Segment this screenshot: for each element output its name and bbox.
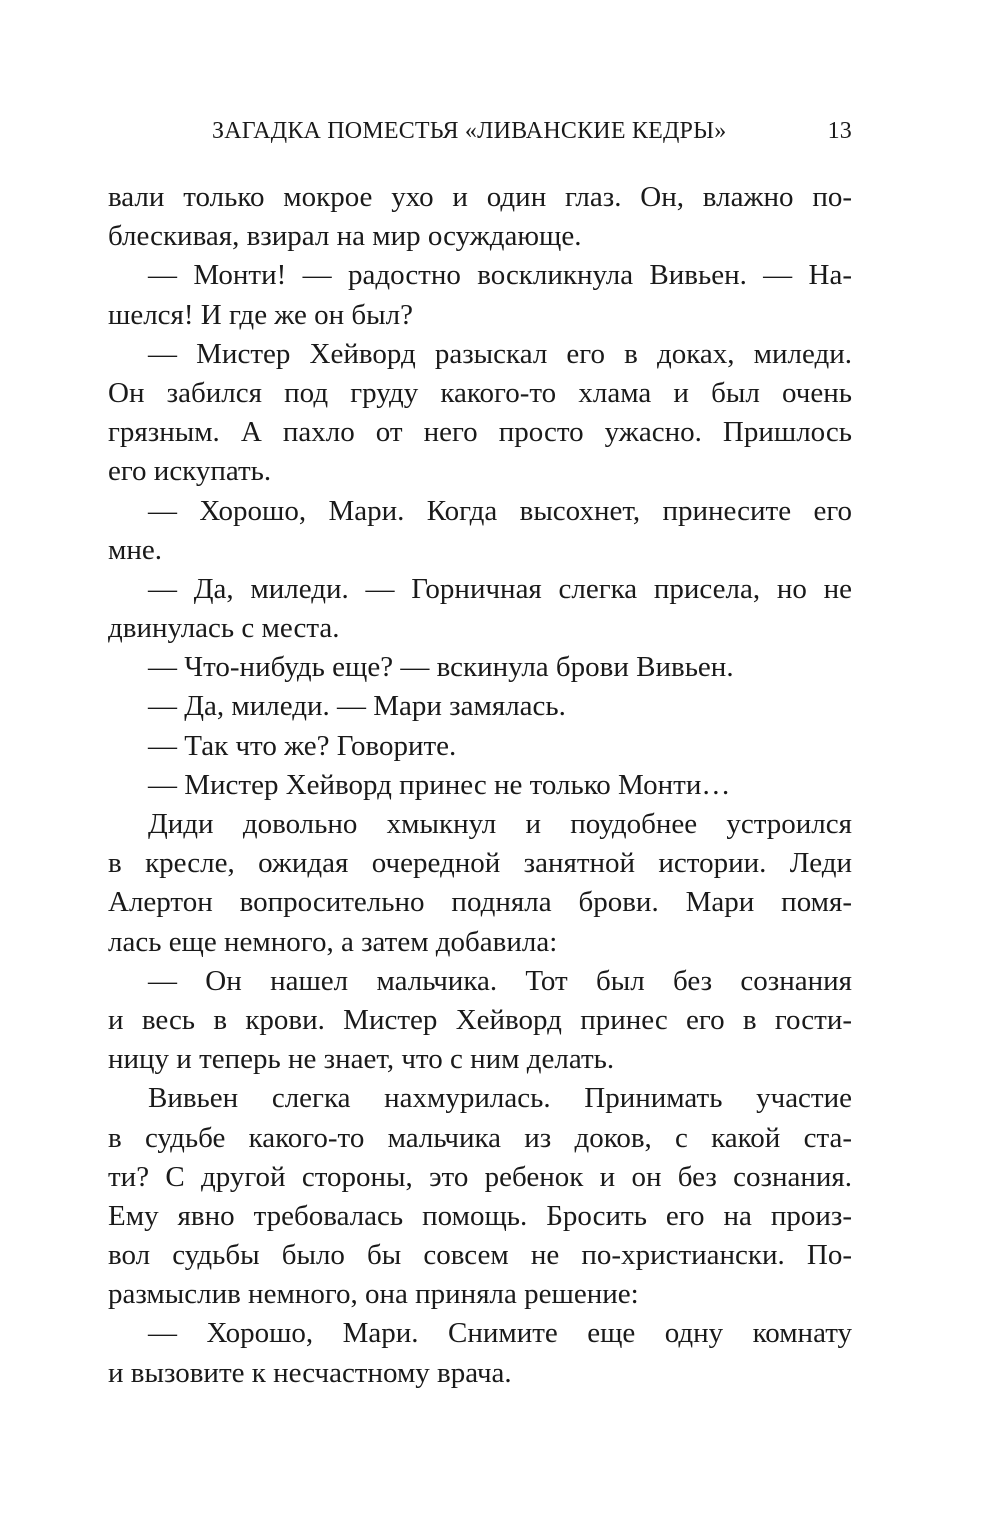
text-line: — Да, миледи. — Горничная слегка присела, но не — [148, 572, 852, 605]
text-line: лась еще немного, а затем добавила: — [108, 925, 558, 958]
text-line: блескивая, взирал на мир осуждающе. — [108, 220, 582, 253]
body-text — [108, 178, 852, 1393]
text-line: шелся! И где же он был? — [108, 298, 413, 331]
text-line: Ему явно требовалась помощь. Бросить его на произ- — [108, 1199, 852, 1232]
text-line: грязным. А пахло от него просто ужасно. Пришлось — [108, 416, 852, 449]
text-line: ницу и теперь не знает, что с ним делать. — [108, 1043, 615, 1076]
text-line: — Что-нибудь еще? — вскинула брови Вивьен. — [148, 651, 734, 684]
text-line: и весь в крови. Мистер Хейворд принес его в гости- — [108, 1003, 852, 1036]
text-line: в судьбе какого-то мальчика из доков, с какой ста- — [108, 1121, 852, 1154]
text-line: и вызовите к несчастному врача. — [108, 1356, 512, 1389]
text-line: — Он нашел мальчика. Тот был без сознания — [148, 964, 852, 997]
text-line: вали только мокрое ухо и один глаз. Он, влажно по- — [108, 181, 852, 213]
text-line: — Мистер Хейворд принес не только Монти… — [148, 768, 731, 801]
text-line: — Монти! — радостно воскликнула Вивьен. — На- — [148, 259, 852, 292]
text-line: Алертон вопросительно подняла брови. Мари помя- — [108, 886, 852, 919]
text-line: Он забился под груду какого-то хлама и был очень — [108, 376, 852, 409]
text-line: размыслив немного, она приняла решение: — [108, 1278, 639, 1311]
text-line: — Так что же? Говорите. — [148, 729, 457, 762]
text-line: двинулась с места. — [108, 612, 340, 645]
text-line: Диди довольно хмыкнул и поудобнее устроился — [148, 808, 852, 840]
text-line: мне. — [108, 533, 162, 566]
text-line: — Мистер Хейворд разыскал его в доках, миледи. — [148, 337, 852, 370]
text-line: — Да, миледи. — Мари замялась. — [148, 690, 566, 723]
running-title: ЗАГАДКА ПОМЕСТЬЯ «ЛИВАНСКИЕ КЕДРЫ» — [212, 118, 727, 144]
page-number: 13 — [827, 118, 852, 144]
text-line: Вивьен слегка нахмурилась. Принимать участие — [148, 1082, 852, 1115]
running-head — [212, 118, 852, 152]
text-line: — Хорошо, Мари. Когда высохнет, принесите его — [148, 494, 852, 527]
text-line: — Хорошо, Мари. Снимите еще одну комнату — [148, 1317, 852, 1350]
text-line: в кресле, ожидая очередной занятной истории. Леди — [108, 847, 852, 880]
text-line: вол судьбы было бы совсем не по-христиански. По- — [108, 1239, 852, 1272]
text-line: его искупать. — [108, 455, 272, 488]
text-line: ти? С другой стороны, это ребенок и он без сознания. — [108, 1160, 852, 1193]
